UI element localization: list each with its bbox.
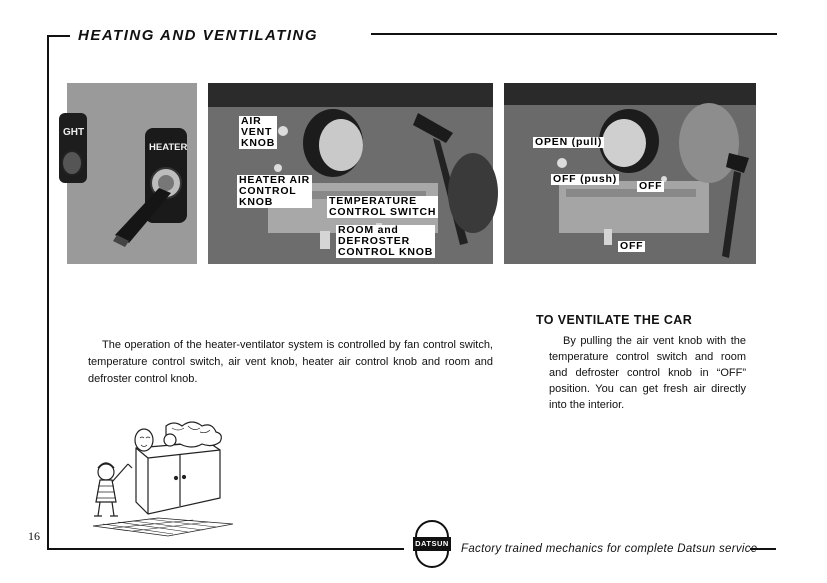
label-heater-air-control-knob: HEATER AIR CONTROL KNOB [239,174,310,208]
switch-heater-text: HEATER [149,142,188,153]
header-rule-left [48,35,70,37]
intro-paragraph: The operation of the heater-ventilator system is controlled by fan control switch, temperature control switch, air vent knob, heater air control knob and room and defroster control knob. [88,339,493,385]
label-off-bottom: OFF [620,240,644,252]
controls-photo [208,83,493,264]
heater-switch-photo [63,83,197,264]
frame-left-rule [47,35,49,550]
switch-fragment-text: GHT [63,127,85,138]
page-title: HEATING AND VENTILATING [78,27,319,44]
datsun-logo [413,536,451,552]
label-air-vent-knob: AIR VENT KNOB [241,115,276,149]
header-rule-right [371,33,777,35]
label-off-push: OFF (push) [553,173,617,185]
ventilate-heading: TO VENTILATE THE CAR [536,313,693,327]
page-number: 16 [28,529,40,543]
footer-rule-left [47,548,404,550]
footer-tagline: Factory trained mechanics for complete Datsun service [461,543,758,555]
cartoon-illustration [88,418,238,538]
ventilate-paragraph: By pulling the air vent knob with the temperature control switch and room and defroster control knob in “OFF” position. You can get fresh air directly into the interior. [549,335,746,411]
label-open-pull: OPEN (pull) [535,136,603,148]
label-off-right: OFF [639,180,663,192]
logo-text: DATSUN [415,539,449,548]
ventilate-photo [504,83,756,264]
label-temperature-control-switch: TEMPERATURE CONTROL SWITCH [329,195,437,218]
label-room-defroster-control-knob: ROOM and DEFROSTER CONTROL KNOB [338,224,434,258]
